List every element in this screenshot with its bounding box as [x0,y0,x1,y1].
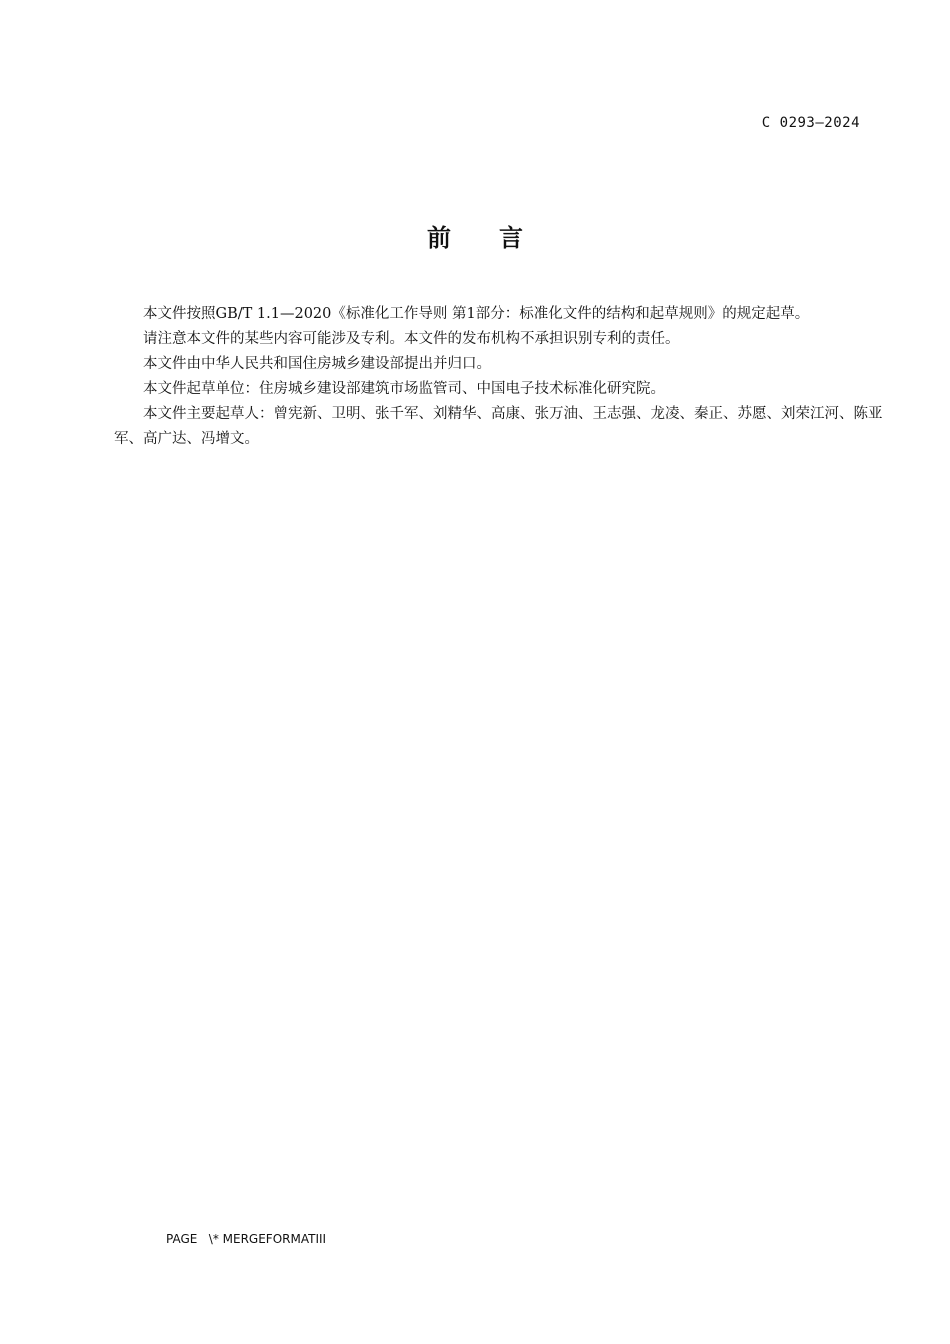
paragraph-drafting-units: 本文件起草单位：住房城乡建设部建筑市场监管司、中国电子技术标准化研究院。 [143,381,665,397]
page-title: 前言 [427,224,571,252]
page-footer-field: PAGE \* MERGEFORMATIII [166,1232,327,1246]
document-body [114,302,890,452]
paragraph-patent-notice: 请注意本文件的某些内容可能涉及专利。本文件的发布机构不承担识别专利的责任。 [143,331,680,347]
document-code: C 0293—2024 [761,115,860,131]
paragraph-proposer: 本文件由中华人民共和国住房城乡建设部提出并归口。 [143,356,491,372]
paragraph-drafting-basis: 本文件按照GB/T 1.1—2020《标准化工作导则 第1部分：标准化文件的结构和起草规则》的规定起草。 [143,306,810,322]
paragraph-drafters: 本文件主要起草人：曾宪新、卫明、张千军、刘精华、高康、张万油、王志强、龙凌、秦正、苏愿、刘荣江河、陈亚军、高广达、冯增文。 [114,406,883,447]
